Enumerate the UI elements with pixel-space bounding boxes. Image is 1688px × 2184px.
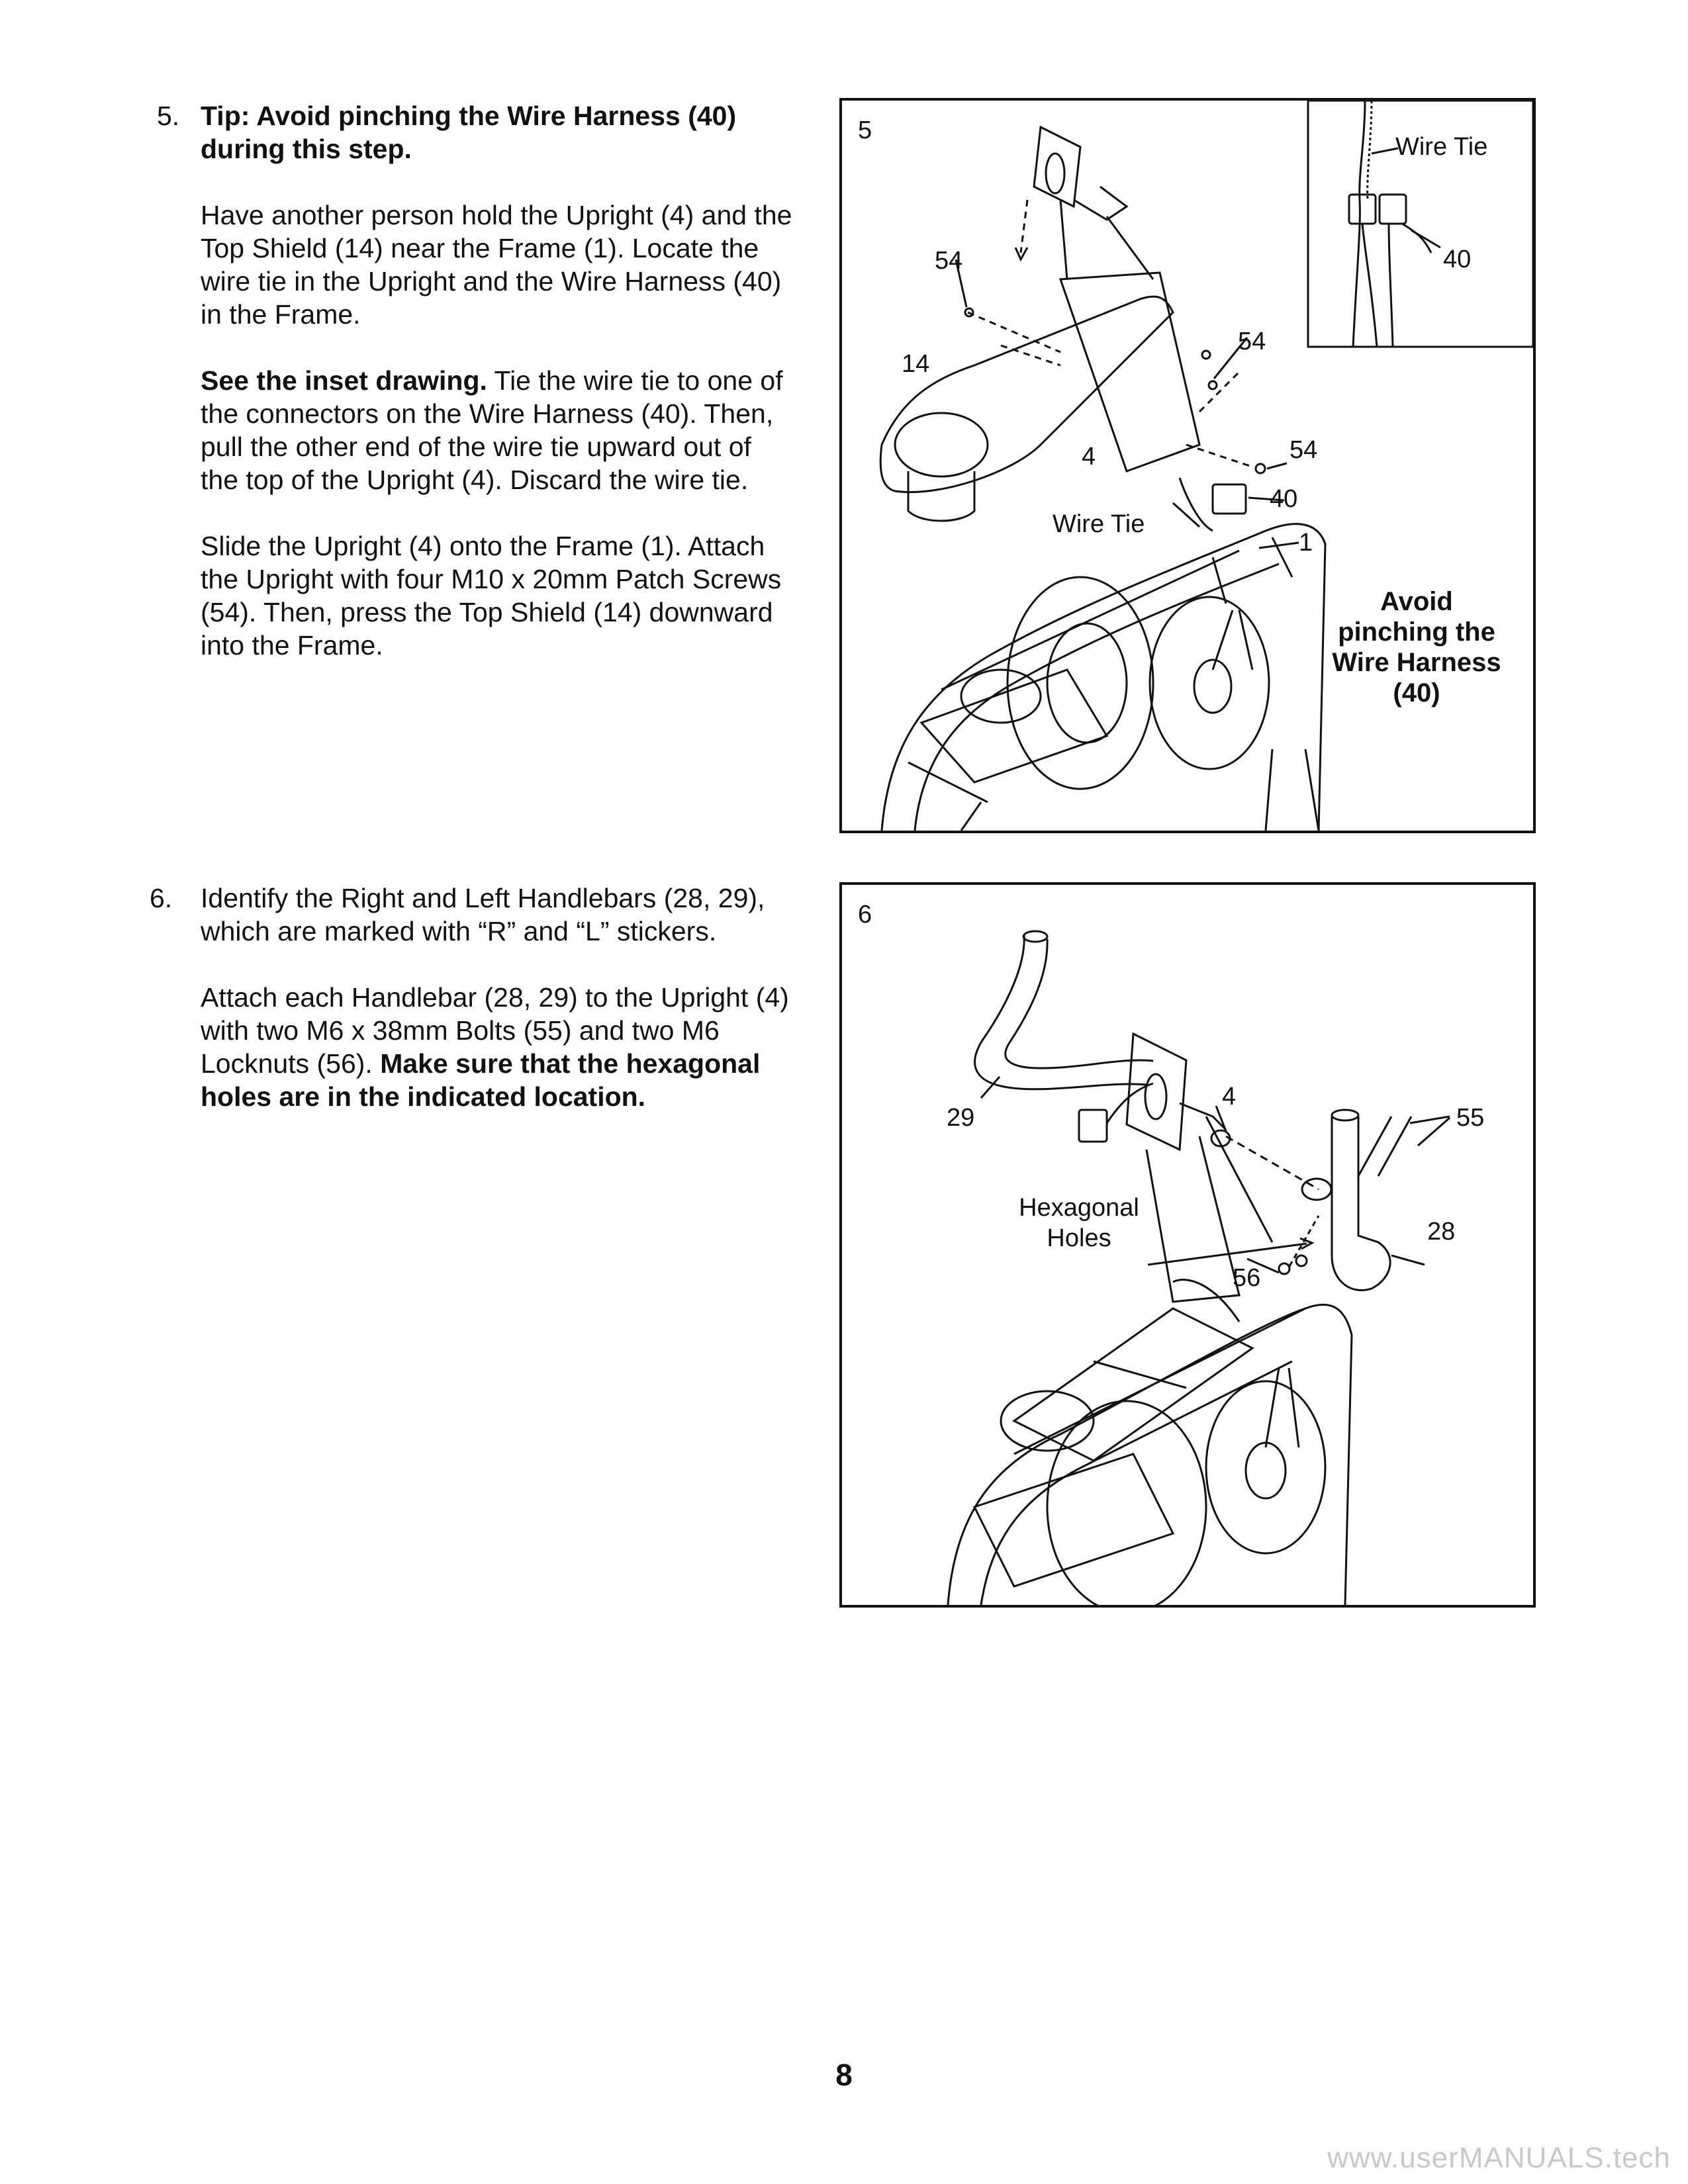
upright-bracket-icon [1034, 127, 1080, 206]
page-number: 8 [835, 2058, 853, 2092]
important-note: Make sure that the hexagonal holes are in the indicated location. [201, 1048, 761, 1112]
step-number: 5. [157, 101, 180, 131]
figure-6 [839, 882, 1536, 1608]
part-callout-29: 29 [947, 1104, 975, 1132]
inset-reference: See the inset drawing. [201, 365, 487, 396]
figure-5 [839, 98, 1536, 833]
hexagonal-holes-label: Holes [1047, 1224, 1111, 1252]
warning-line: Avoid [1380, 587, 1453, 616]
frame-icon [882, 524, 1325, 831]
harness-connector-icon [1213, 484, 1246, 514]
part-callout-4: 4 [1082, 443, 1096, 471]
step-paragraph: Have another person hold the Upright (4) and the Top Shield (14) near the Frame (1). Locate the wire tie in the Upright and the Wire Harness (40) in the Frame. [201, 200, 792, 330]
step-paragraph: Identify the Right and Left Handlebars (28, 29), which are marked with “R” and “L” stickers. [201, 883, 765, 946]
upright-icon [1147, 1136, 1239, 1302]
inset-harness-icon [1362, 224, 1431, 347]
part-callout-54: 54 [1238, 328, 1266, 355]
warning-line: Wire Harness [1332, 648, 1501, 677]
step-number: 6. [150, 883, 173, 913]
top-shield-icon [1014, 1308, 1252, 1461]
locknut-icon [1279, 1263, 1289, 1274]
part-callout-55: 55 [1456, 1104, 1485, 1132]
part-callout-4: 4 [1222, 1083, 1237, 1111]
step-paragraph: Attach each Handlebar (28, 29) to the Upright (4) with two M6 x 38mm Bolts (55) and two M6 Locknuts (56). Make sure that the hexagonal holes are in the indicated location. [201, 982, 789, 1112]
bolt-icon [1358, 1116, 1411, 1176]
figure-6-drawing [842, 885, 1533, 1605]
step-paragraph: Slide the Upright (4) onto the Frame (1). Attach the Upright with four M10 x 20mm Patch Screws (54). Then, press the Top Shield (14) downward into the Frame. [201, 531, 782, 660]
part-callout-28: 28 [1427, 1218, 1456, 1246]
inset-wire-tie-label: Wire Tie [1395, 133, 1488, 161]
figure-5-drawing [842, 101, 1533, 831]
part-callout-54: 54 [1289, 436, 1318, 464]
left-handlebar-icon [975, 934, 1147, 1089]
wire-tie-label: Wire Tie [1053, 510, 1145, 538]
warning-line: pinching the [1338, 617, 1495, 647]
part-callout-56: 56 [1233, 1264, 1261, 1292]
right-handlebar-icon [1332, 1116, 1390, 1291]
figure-number: 5 [858, 116, 872, 144]
harness-connector-icon [1079, 1110, 1107, 1142]
figure-number: 6 [858, 901, 872, 929]
warning-line: (40) [1393, 678, 1440, 707]
part-callout-40: 40 [1270, 485, 1298, 513]
step-paragraph: See the inset drawing. Tie the wire tie to one of the connectors on the Wire Harness (40). Then, pull the other end of the wire tie upward out of the top of the Upright (4). Discard the wire tie. [201, 365, 783, 495]
part-callout-54: 54 [935, 247, 963, 275]
top-shield-icon [880, 296, 1173, 492]
inset-harness-label: 40 [1443, 246, 1472, 273]
hexagonal-holes-label: Hexagonal [1019, 1194, 1139, 1222]
part-callout-1: 1 [1299, 529, 1313, 557]
frame-icon [948, 1304, 1352, 1605]
part-callout-14: 14 [902, 350, 930, 378]
step-tip: Tip: Avoid pinching the Wire Harness (40) during this step. [201, 101, 737, 164]
watermark: www.userMANUALS.tech [1327, 2142, 1671, 2174]
